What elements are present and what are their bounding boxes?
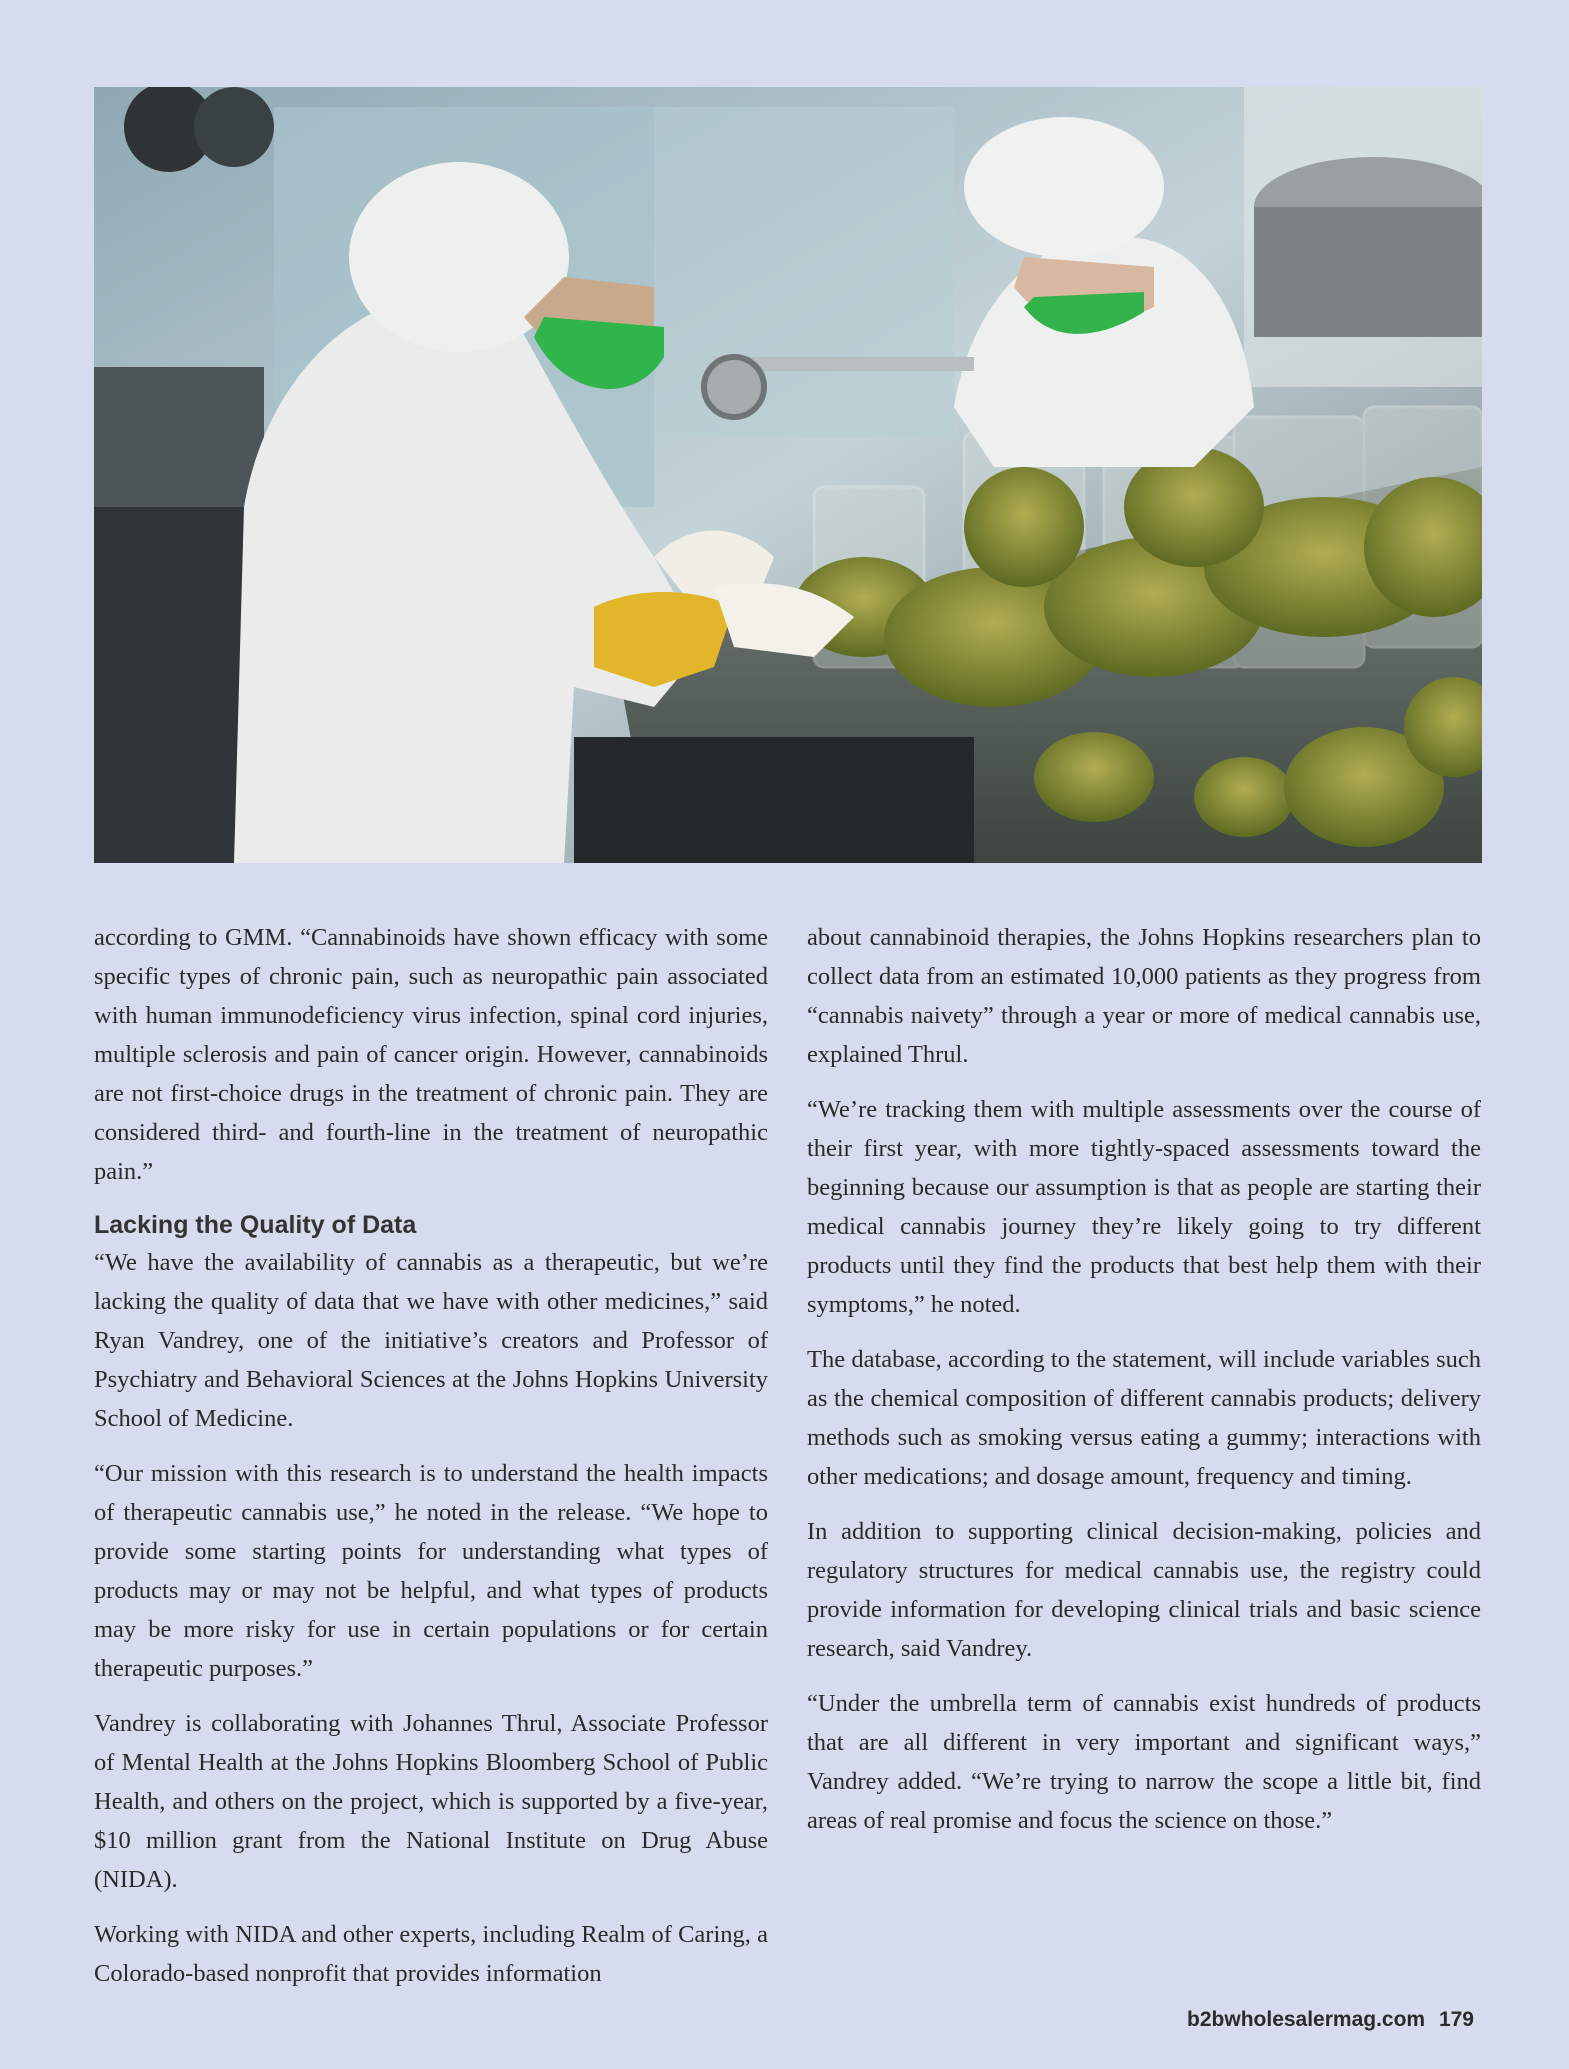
page-footer bbox=[1187, 2008, 1474, 2032]
lab-photo-illustration bbox=[94, 87, 1482, 863]
left-paragraph-2: “We have the availability of cannabis as a therapeutic, but we’re lacking the quality of data that we have with other medicines,” said Ryan Vandrey, one of the initiative’s creators and Professor of Psychiatry and Behavioral Sciences at the Johns Hopkins University School of Medicine. bbox=[94, 1249, 768, 1432]
left-paragraph-1: according to GMM. “Cannabinoids have shown efficacy with some specific types of chronic pain, such as neuropathic pain associated with human immunodeficiency virus infection, spinal cord injuries, multiple sclerosis and pain of cancer origin. However, cannabinoids are not first-choice drugs in the treatment of chronic pain. They are considered third- and fourth-line in the treatment of neuropathic pain.” bbox=[94, 924, 768, 1185]
page-number: 179 bbox=[1438, 2008, 1474, 2031]
right-paragraph-1: about cannabinoid therapies, the Johns Hopkins researchers plan to collect data from an estimated 10,000 patients as they progress from “cannabis naivety” through a year or more of medical cannabis use, explained Thrul. bbox=[807, 924, 1481, 1068]
right-paragraph-2: “We’re tracking them with multiple assessments over the course of their first year, with more tightly-spaced assessments toward the beginning because our assumption is that as people are starting their medical cannabis journey they’re likely going to try different products until they find the products that best help them with their symptoms,” he noted. bbox=[807, 1096, 1481, 1318]
right-paragraph-3: The database, according to the statement, will include variables such as the chemical composition of different cannabis products; delivery methods such as smoking versus eating a gummy; interactions with other medications; and dosage amount, frequency and timing. bbox=[807, 1346, 1481, 1490]
left-paragraph-5: Working with NIDA and other experts, including Realm of Caring, a Colorado-based nonprofit that provides information bbox=[94, 1921, 768, 1987]
right-paragraph-4: In addition to supporting clinical decision-making, policies and regulatory structures for medical cannabis use, the registry could provide information for developing clinical trials and basic science research, said Vandrey. bbox=[807, 1518, 1481, 1662]
left-paragraph-4: Vandrey is collaborating with Johannes Thrul, Associate Professor of Mental Health at the Johns Hopkins Bloomberg School of Public Health, and others on the project, which is supported by a five-year, $10 million grant from the National Institute on Drug Abuse (NIDA). bbox=[94, 1710, 768, 1893]
footer-site-link[interactable]: b2bwholesalermag.com bbox=[1187, 2008, 1426, 2031]
left-column bbox=[94, 918, 768, 2009]
section-heading: Lacking the Quality of Data bbox=[94, 1211, 417, 1239]
right-paragraph-5: “Under the umbrella term of cannabis exist hundreds of products that are all different in very important and significant ways,” Vandrey added. “We’re trying to narrow the scope a little bit, find areas of real promise and focus the science on those.” bbox=[807, 1690, 1481, 1834]
right-column bbox=[807, 918, 1481, 1856]
left-paragraph-3: “Our mission with this research is to understand the health impacts of therapeutic cannabis use,” he noted in the release. “We hope to provide some starting points for understanding what types of products may or may not be helpful, and what types of products may be more risky for use in certain populations or for certain therapeutic purposes.” bbox=[94, 1460, 768, 1682]
lab-photo bbox=[94, 87, 1482, 863]
